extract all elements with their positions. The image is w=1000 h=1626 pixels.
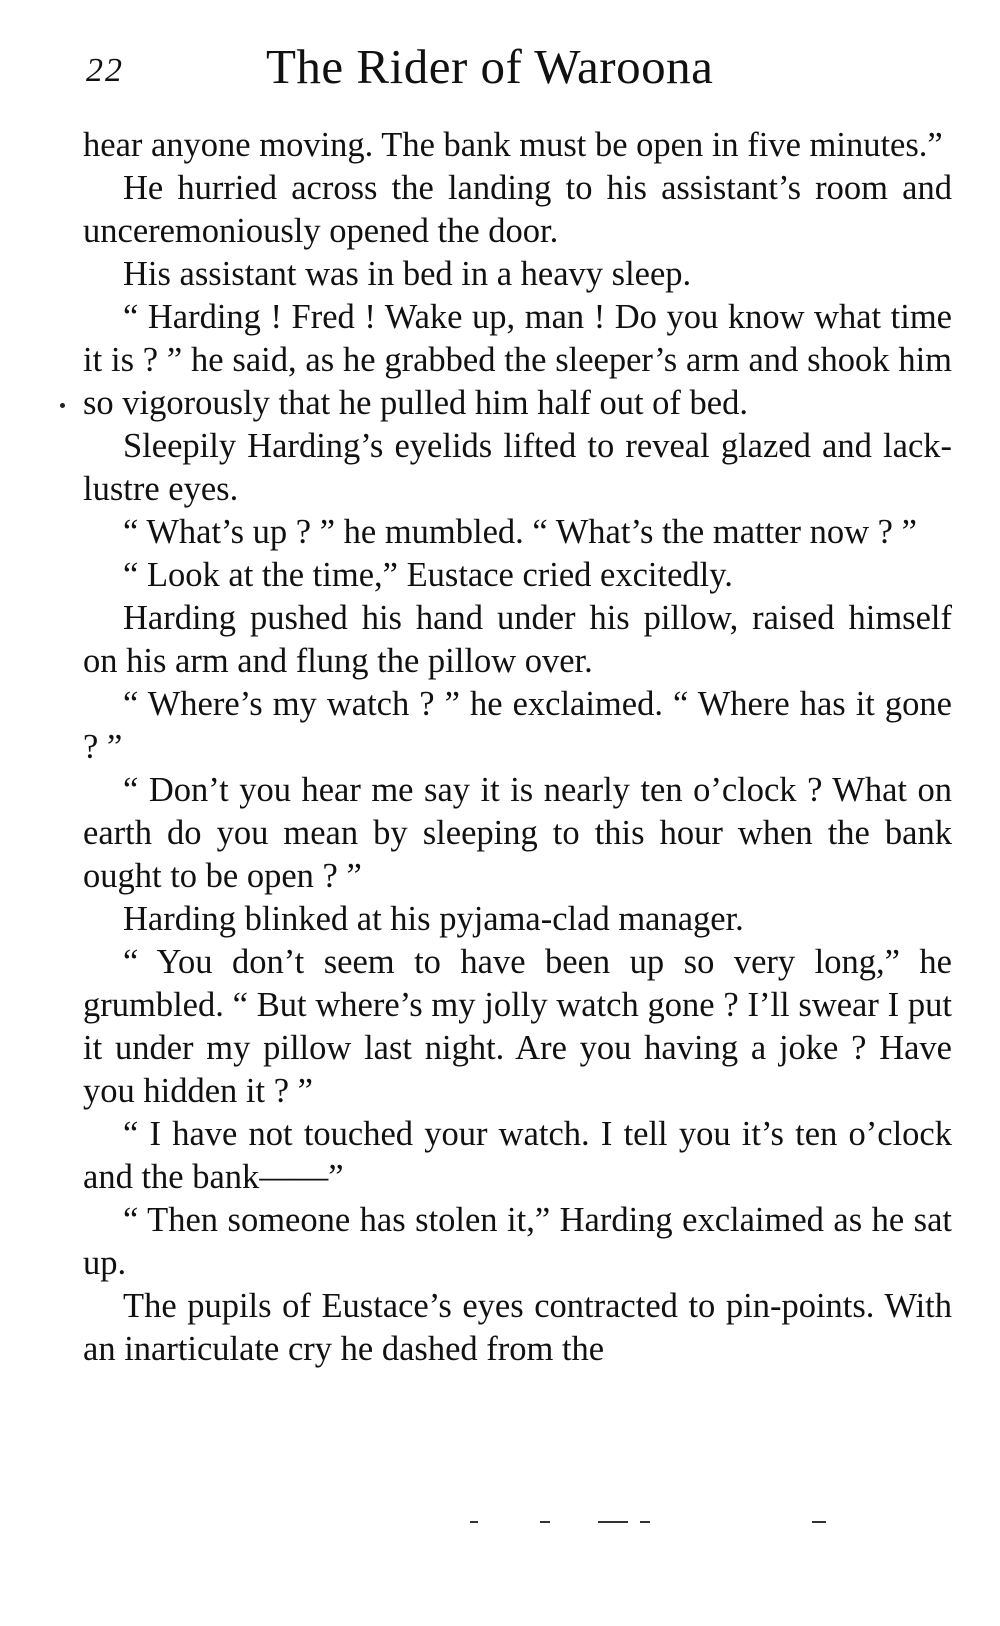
paragraph: He hurried across the landing to his assistant’s room and unceremoniously opened the door. — [83, 169, 952, 250]
book-title: The Rider of Waroona — [266, 39, 714, 94]
paragraph: “ I have not touched your watch. I tell you it’s ten o’clock and the bank——” — [83, 1115, 952, 1196]
speck — [640, 1521, 650, 1523]
paragraph: Sleepily Harding’s eyelids lifted to reveal glazed and lack-lustre eyes. — [83, 427, 952, 508]
paragraph: His assistant was in bed in a heavy sleep. — [123, 255, 692, 293]
speck — [812, 1521, 826, 1523]
paragraph: “ Where’s my watch ? ” he exclaimed. “ Where has it gone ? ” — [83, 685, 952, 766]
paragraph: “ Don’t you hear me say it is nearly ten o’clock ? What on earth do you mean by sleeping to this hour when the bank ought to be open ? ” — [83, 771, 952, 895]
paragraph: “ Look at the time,” Eustace cried excitedly. — [123, 556, 733, 594]
paragraph: “ Then someone has stolen it,” Harding exclaimed as he sat up. — [83, 1201, 952, 1282]
paragraph: hear anyone moving. The bank must be open in five minutes.” — [83, 126, 943, 164]
paragraph: Harding pushed his hand under his pillow, raised himself on his arm and flung the pillow over. — [83, 599, 952, 680]
paragraph: “ What’s up ? ” he mumbled. “ What’s the matter now ? ” — [123, 513, 917, 551]
speck — [598, 1521, 628, 1523]
body-text — [83, 124, 952, 1371]
speck — [540, 1521, 550, 1523]
paragraph: Harding blinked at his pyjama-clad manager. — [123, 900, 744, 938]
paragraph: The pupils of Eustace’s eyes contracted to pin-points. With an inarticulate cry he dashed from the — [83, 1287, 952, 1368]
speck — [470, 1521, 478, 1523]
paragraph: “ Harding ! Fred ! Wake up, man ! Do you know what time it is ? ” he said, as he grabbed the sleeper’s arm and shook him so vigorously that he pulled him half out of bed. — [83, 298, 952, 422]
running-head — [86, 38, 950, 98]
print-specks — [470, 1521, 850, 1525]
page-number: 22 — [86, 52, 124, 89]
margin-mark — [60, 403, 65, 408]
paragraph: “ You don’t seem to have been up so very long,” he grumbled. “ But where’s my jolly watch gone ? I’ll swear I put it under my pillow last night. Are you having a joke ? Have you hidden it ? ” — [83, 943, 952, 1110]
